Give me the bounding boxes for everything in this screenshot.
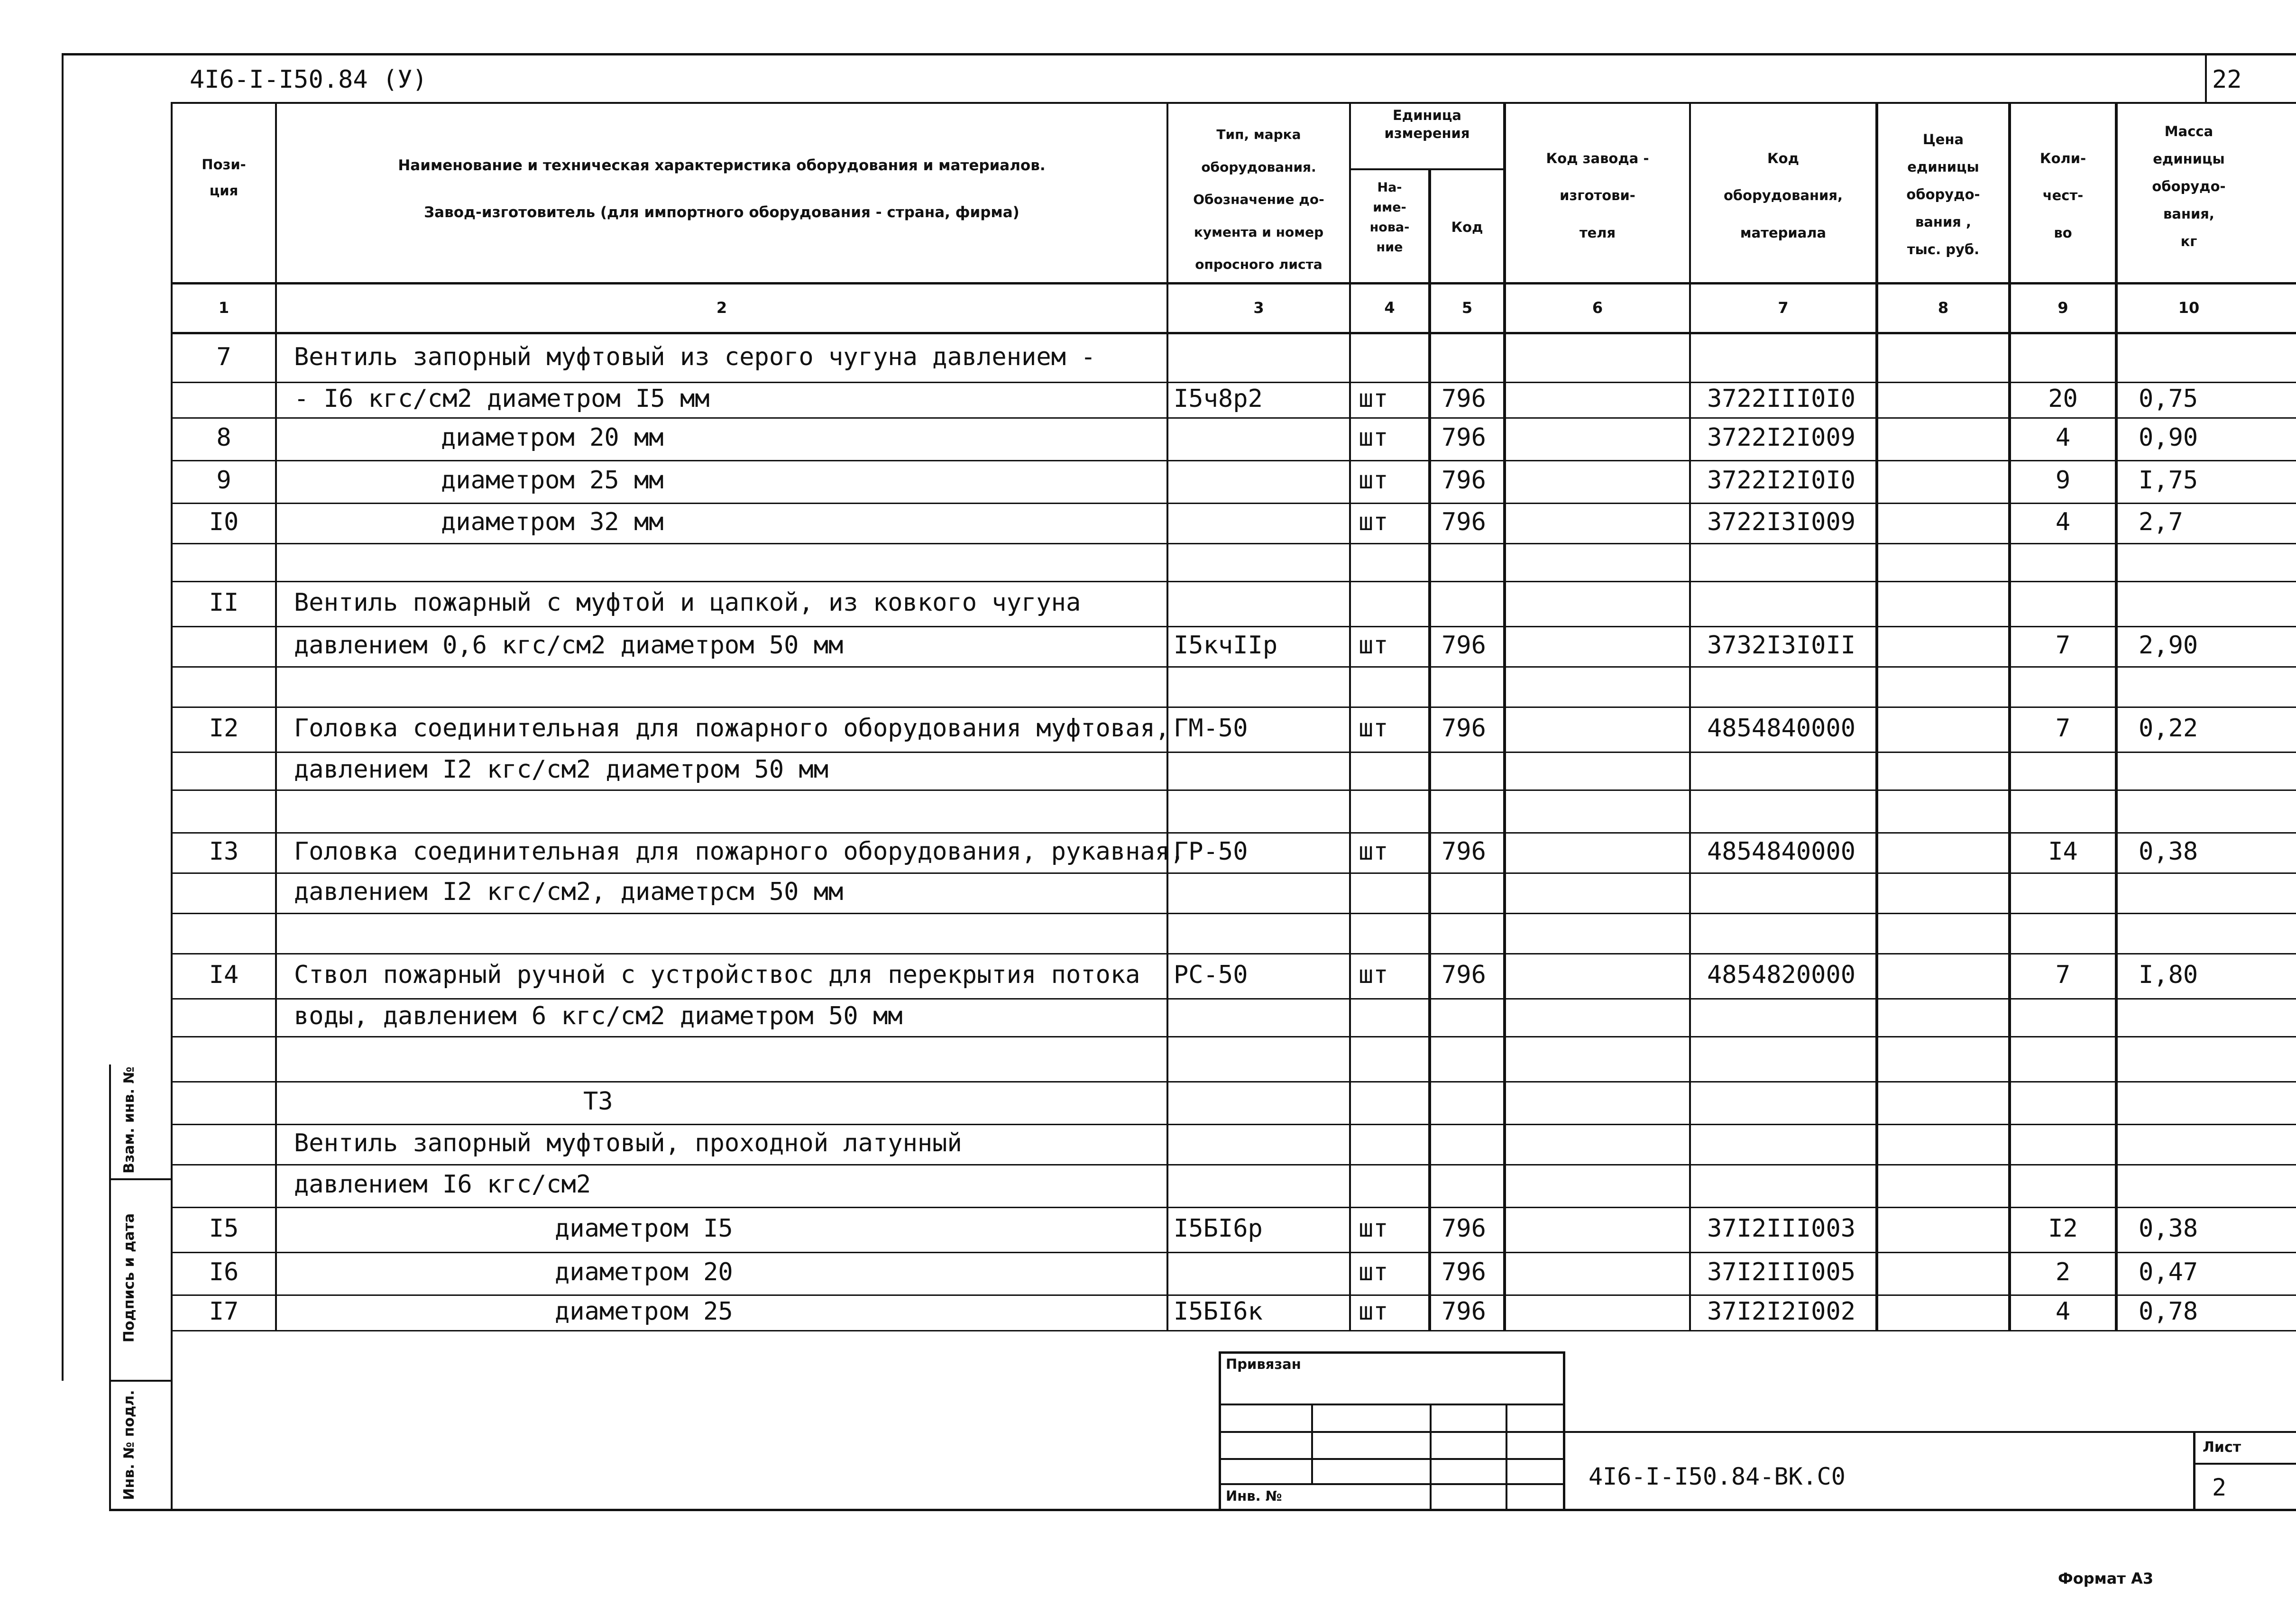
row-material-code: 4854840000: [1707, 714, 1856, 743]
row-mass: 0,90: [2139, 423, 2198, 452]
row-material-code: 3722I2I009: [1707, 423, 1856, 452]
row-quantity: 4: [2055, 423, 2071, 452]
row-name: давлением 0,6 кгс/см2 диаметром 50 мм: [294, 631, 844, 660]
colnum-bottom-line: [171, 332, 2296, 334]
row-unit-code: 796: [1442, 714, 1486, 743]
row-separator: [171, 1330, 2296, 1331]
row-mass: 0,38: [2139, 1214, 2198, 1243]
col-line-1: [275, 102, 277, 1330]
row-unit: шт: [1359, 1258, 1388, 1286]
stamp-row-3: [1219, 1458, 1565, 1460]
col-header-position: Пози- ция: [202, 156, 246, 199]
label-inv-podl: Инв. № подл.: [121, 1390, 138, 1500]
row-type: ГР-50: [1174, 837, 1248, 866]
col-line-6: [1689, 102, 1691, 1330]
col-header-factory-code: Код завода - изготови- теля: [1546, 150, 1649, 241]
row-position: I5: [209, 1214, 239, 1243]
row-quantity: 4: [2055, 1297, 2071, 1326]
row-name: давлением I2 кгс/см2, диаметрсм 50 мм: [294, 877, 844, 906]
row-mass: 0,22: [2139, 714, 2198, 743]
row-separator: [171, 417, 2296, 419]
row-unit-code: 796: [1442, 423, 1486, 452]
row-separator: [171, 1207, 2296, 1208]
row-separator: [171, 953, 2296, 954]
col-line-9: [2115, 102, 2118, 1330]
right-page-mark: [2205, 53, 2207, 103]
row-mass: 2,7: [2139, 507, 2183, 536]
row-position: 8: [216, 423, 231, 452]
row-unit-code: 796: [1442, 466, 1486, 495]
row-position: I3: [209, 837, 239, 866]
stamp-privyazan: Привязан: [1226, 1356, 1301, 1372]
row-position: 9: [216, 466, 231, 495]
row-separator: [171, 1036, 2296, 1037]
col-header-unit: Единица измерения: [1384, 107, 1470, 141]
row-separator: [171, 382, 2296, 383]
col-header-unit-code: Код: [1451, 219, 1483, 235]
stamp-row-1: [1219, 1404, 1565, 1405]
row-type: РС-50: [1174, 960, 1248, 989]
row-type: I5ч8р2: [1174, 384, 1263, 413]
row-material-code: 4854820000: [1707, 960, 1856, 989]
strip-divider-1: [109, 1178, 171, 1180]
left-border: [62, 53, 64, 1381]
row-material-code: 4854840000: [1707, 837, 1856, 866]
row-type: ГМ-50: [1174, 714, 1248, 743]
row-mass: 0,78: [2139, 1297, 2198, 1326]
row-position: II: [209, 588, 239, 617]
left-strip-border: [109, 1064, 111, 1510]
row-separator: [171, 998, 2296, 1000]
col-header-type: Тип, марка оборудования. Обозначение до- кумента и номер опросного листа: [1193, 127, 1324, 273]
row-name: диаметром I5: [555, 1214, 733, 1243]
row-type: I5БI6р: [1174, 1214, 1263, 1243]
row-separator: [171, 1081, 2296, 1083]
col-line-5: [1503, 102, 1506, 1330]
row-separator: [171, 1124, 2296, 1125]
bottom-border: [109, 1509, 2296, 1511]
col-line-4: [1428, 168, 1431, 1330]
row-material-code: 3722I2I0I0: [1707, 466, 1856, 495]
row-unit-code: 796: [1442, 507, 1486, 536]
top-border: [62, 53, 2296, 55]
stamp-row-2: [1219, 1431, 1565, 1433]
row-position: I4: [209, 960, 239, 989]
row-mass: 0,75: [2139, 384, 2198, 413]
row-name: Вентиль запорный муфтовый, проходной латунный: [294, 1129, 962, 1157]
row-name: воды, давлением 6 кгс/см2 диаметром 50 мм: [294, 1002, 903, 1030]
row-unit: шт: [1359, 1297, 1388, 1326]
row-quantity: 7: [2055, 714, 2071, 743]
row-mass: I,80: [2139, 960, 2198, 989]
row-unit-code: 796: [1442, 1258, 1486, 1286]
row-quantity: 9: [2055, 466, 2071, 495]
row-separator: [171, 626, 2296, 627]
row-unit: шт: [1359, 1214, 1388, 1243]
label-vzam-inv: Взам. инв. №: [121, 1066, 138, 1174]
row-position: I2: [209, 714, 239, 743]
label-podpis-data: Подпись и дата: [121, 1213, 138, 1343]
row-unit-code: 796: [1442, 960, 1486, 989]
row-material-code: 37I2I2I002: [1707, 1297, 1856, 1326]
row-unit: шт: [1359, 466, 1388, 495]
row-quantity: 4: [2055, 507, 2071, 536]
row-separator: [171, 543, 2296, 544]
row-name: - I6 кгс/см2 диаметром I5 мм: [294, 384, 710, 413]
row-name: диаметром 20 мм: [441, 423, 664, 452]
col-header-mass: Масса единицы оборудо- вания, кг: [2152, 123, 2226, 249]
col-number-2: 2: [716, 299, 727, 317]
row-position: I0: [209, 507, 239, 536]
stamp-inv-no: Инв. №: [1226, 1488, 1282, 1504]
col-number-6: 6: [1592, 299, 1603, 317]
col-number-5: 5: [1461, 299, 1473, 317]
row-quantity: 20: [2048, 384, 2078, 413]
row-separator: [171, 581, 2296, 582]
row-mass: I,75: [2139, 466, 2198, 495]
col-number-9: 9: [2057, 299, 2068, 317]
row-separator: [171, 503, 2296, 504]
col-header-unit-name: На- име- нова- ние: [1369, 180, 1410, 255]
stamp-col-2: [1430, 1404, 1432, 1510]
col-header-quantity: Коли- чест- во: [2039, 150, 2086, 241]
row-mass: 0,47: [2139, 1258, 2198, 1286]
row-name: Головка соединительная для пожарного оборудования муфтовая,: [294, 714, 1170, 743]
stamp-top: [1219, 1351, 1565, 1354]
row-name: Вентиль пожарный с муфтой и цапкой, из ковкого чугуна: [294, 588, 1081, 617]
stamp-sheet-label: Лист: [2203, 1439, 2241, 1456]
row-quantity: I2: [2048, 1214, 2078, 1243]
row-position: I6: [209, 1258, 239, 1286]
row-position: I7: [209, 1297, 239, 1326]
stamp-col-1: [1311, 1404, 1313, 1483]
row-name: давлением I6 кгс/см2: [294, 1170, 591, 1199]
col-number-10: 10: [2178, 299, 2200, 317]
col-header-material-code: Код оборудования, материала: [1723, 150, 1843, 241]
row-unit: шт: [1359, 384, 1388, 413]
row-name: Головка соединительная для пожарного оборудования, рукавная,: [294, 837, 1185, 866]
col-number-7: 7: [1778, 299, 1789, 317]
row-material-code: 3722III0I0: [1707, 384, 1856, 413]
col-number-3: 3: [1253, 299, 1264, 317]
row-quantity: 2: [2055, 1258, 2071, 1286]
row-mass: 0,38: [2139, 837, 2198, 866]
row-separator: [171, 706, 2296, 708]
row-name: Вентиль запорный муфтовый из серого чугуна давлением -: [294, 343, 1096, 371]
row-separator: [171, 872, 2296, 874]
row-separator: [171, 913, 2296, 914]
row-unit: шт: [1359, 507, 1388, 536]
row-name: диаметром 20: [555, 1258, 733, 1286]
col-line-7: [1875, 102, 1878, 1330]
row-separator: [171, 1252, 2296, 1253]
row-material-code: 3722I3I009: [1707, 507, 1856, 536]
row-unit-code: 796: [1442, 1297, 1486, 1326]
col-line-3: [1349, 102, 1351, 1330]
page-fragment: 22: [2212, 65, 2242, 94]
row-unit: шт: [1359, 631, 1388, 660]
row-name: диаметром 32 мм: [441, 507, 664, 536]
stamp-sheet-no: 2: [2212, 1474, 2227, 1501]
col-header-name: Наименование и техническая характеристика оборудования и материалов. Завод-изготовитель (для импортного оборудования - страна, фирма): [398, 157, 1046, 221]
row-material-code: 37I2III005: [1707, 1258, 1856, 1286]
doc-code-top: 4I6-I-I50.84 (У): [190, 65, 427, 94]
stamp-col-3: [1506, 1404, 1507, 1510]
row-separator: [171, 832, 2296, 834]
row-material-code: 37I2III003: [1707, 1214, 1856, 1243]
col-header-price: Цена единицы оборудо- вания , тыс. руб.: [1906, 131, 1980, 257]
row-unit: шт: [1359, 960, 1388, 989]
row-material-code: 3732I3I0II: [1707, 631, 1856, 660]
row-quantity: 7: [2055, 960, 2071, 989]
row-separator: [171, 666, 2296, 668]
header-bottom-line: [171, 282, 2296, 284]
title-block-top: [1563, 1431, 2296, 1433]
row-unit: шт: [1359, 837, 1388, 866]
format-label: Формат А3: [2058, 1569, 2154, 1587]
row-quantity: 7: [2055, 631, 2071, 660]
row-name: Т3: [583, 1087, 613, 1116]
row-name: диаметром 25: [555, 1297, 733, 1326]
row-name: давлением I2 кгс/см2 диаметром 50 мм: [294, 755, 829, 784]
row-separator: [171, 752, 2296, 753]
row-name: диаметром 25 мм: [441, 466, 664, 495]
unit-subheader-line: [1349, 168, 1503, 170]
row-name: Ствол пожарный ручной с устройствос для перекрытия потока: [294, 960, 1140, 989]
row-separator: [171, 1294, 2296, 1296]
strip-divider-2: [109, 1380, 171, 1382]
row-position: 7: [216, 343, 231, 371]
row-separator: [171, 460, 2296, 461]
col-number-8: 8: [1938, 299, 1949, 317]
row-unit: шт: [1359, 714, 1388, 743]
sheet-cell-mid: [2193, 1463, 2296, 1465]
row-unit-code: 796: [1442, 384, 1486, 413]
stamp-doc-code: 4I6-I-I50.84-ВК.С0: [1589, 1463, 1846, 1490]
row-type: I5кчIIр: [1174, 631, 1278, 660]
row-type: I5БI6к: [1174, 1297, 1263, 1326]
col-number-1: 1: [218, 299, 230, 317]
stamp-row-4: [1219, 1483, 1565, 1485]
row-mass: 2,90: [2139, 631, 2198, 660]
row-unit-code: 796: [1442, 631, 1486, 660]
header-top-line: [171, 102, 2296, 104]
row-unit: шт: [1359, 423, 1388, 452]
row-separator: [171, 789, 2296, 791]
sheet-cell-left: [2193, 1431, 2195, 1510]
col-number-4: 4: [1384, 299, 1395, 317]
row-unit-code: 796: [1442, 1214, 1486, 1243]
row-unit-code: 796: [1442, 837, 1486, 866]
row-separator: [171, 1164, 2296, 1165]
row-quantity: I4: [2048, 837, 2078, 866]
